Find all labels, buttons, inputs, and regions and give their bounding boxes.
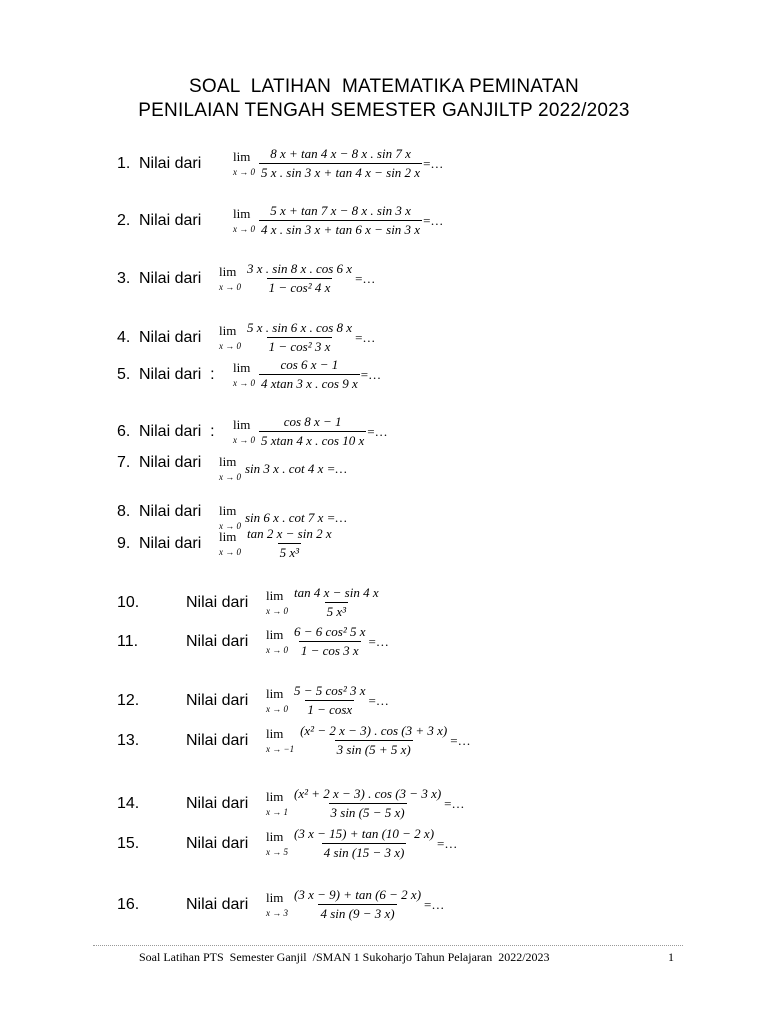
numerator: tan 2 x − sin 2 x: [247, 526, 332, 541]
equals-ellipsis: =…: [368, 692, 389, 708]
equals-ellipsis: =…: [367, 423, 388, 439]
limit-expression: [233, 358, 381, 392]
denominator: 3 sin (5 + 5 x): [336, 742, 411, 758]
limit-expression: [266, 787, 465, 821]
lim-word: lim: [266, 890, 284, 906]
limit-expression: [266, 827, 457, 861]
limit-expression: [233, 204, 443, 238]
lim-word: lim: [233, 206, 251, 222]
equals-ellipsis: =…: [368, 633, 389, 649]
limit-operator: [219, 265, 241, 292]
equals-ellipsis: =…: [423, 155, 444, 171]
lim-subscript: x → 0: [233, 378, 255, 389]
fraction: [292, 827, 436, 861]
lim-subscript: x → 3: [266, 908, 288, 919]
limit-expression: [219, 455, 347, 482]
fraction: [245, 262, 354, 296]
lim-subscript: x → 0: [266, 645, 288, 656]
limit-expression: [266, 586, 382, 620]
fraction: [292, 625, 368, 659]
problem-label: Nilai dari: [186, 633, 249, 650]
lim-word: lim: [266, 627, 284, 643]
numerator: 5 x . sin 6 x . cos 8 x: [247, 320, 353, 335]
problem-number: 11.: [117, 633, 139, 650]
problem-number: 1.: [117, 155, 131, 172]
limit-operator: [233, 361, 255, 388]
limit-operator: [219, 455, 241, 482]
denominator: 1 − cos² 3 x: [268, 339, 331, 355]
denominator: 5 x . sin 3 x + tan 4 x − sin 2 x: [261, 165, 421, 181]
fraction: [259, 204, 422, 238]
lim-subscript: x → 0: [233, 435, 255, 446]
problem-number: 10.: [117, 594, 140, 611]
problem-label: Nilai dari: [186, 896, 249, 913]
lim-subscript: x → 0: [266, 704, 288, 715]
problem-number: 6.: [117, 423, 131, 440]
fraction: [292, 888, 423, 922]
limit-operator: [266, 727, 294, 754]
problem-number: 13.: [117, 732, 140, 749]
limit-expression: [219, 262, 375, 296]
numerator: cos 8 x − 1: [283, 414, 342, 429]
problem-label: Nilai dari :: [139, 366, 215, 383]
limit-operator: [233, 418, 255, 445]
denominator: 3 sin (5 − 5 x): [330, 805, 405, 821]
lim-subscript: x → −1: [266, 744, 295, 755]
limit-operator: [266, 628, 288, 655]
page-title-line-1: SOAL LATIHAN MATEMATIKA PEMINATAN: [189, 76, 579, 97]
inline-expression: sin 6 x . cot 7 x =…: [245, 509, 347, 525]
lim-word: lim: [219, 264, 237, 280]
lim-subscript: x → 0: [266, 606, 288, 617]
fraction: [245, 527, 334, 561]
denominator: 1 − cos 3 x: [300, 643, 359, 659]
limit-operator: [233, 207, 255, 234]
limit-operator: [266, 830, 288, 857]
equals-ellipsis: =…: [355, 270, 376, 286]
problem-label: Nilai dari :: [139, 423, 215, 440]
fraction: [292, 586, 381, 620]
denominator: 4 sin (15 − 3 x): [323, 845, 405, 861]
problem-label: Nilai dari: [139, 503, 202, 520]
limit-expression: [233, 147, 443, 181]
footer-text: Soal Latihan PTS Semester Ganjil /SMAN 1 Sukoharjo Tahun Pelajaran 2022/2023: [139, 950, 550, 964]
problem-label: Nilai dari: [186, 795, 249, 812]
problem-label: Nilai dari: [139, 535, 202, 552]
fraction: [292, 787, 443, 821]
lim-subscript: x → 0: [233, 224, 255, 235]
limit-expression: [219, 321, 375, 355]
problem-label: Nilai dari: [139, 454, 202, 471]
lim-word: lim: [219, 323, 237, 339]
fraction: [259, 358, 360, 392]
numerator: (3 x − 9) + tan (6 − 2 x): [294, 887, 422, 902]
lim-word: lim: [266, 789, 284, 805]
problem-number: 16.: [117, 896, 140, 913]
lim-word: lim: [233, 417, 251, 433]
lim-subscript: x → 5: [266, 847, 288, 858]
limit-expression: [266, 724, 471, 758]
problem-label: Nilai dari: [186, 732, 249, 749]
limit-operator: [266, 687, 288, 714]
limit-operator: [266, 589, 288, 616]
equals-ellipsis: =…: [450, 732, 471, 748]
footer-divider: [93, 945, 683, 946]
lim-subscript: x → 0: [219, 547, 241, 558]
lim-word: lim: [266, 726, 284, 742]
fraction: [245, 321, 354, 355]
limit-expression: [233, 415, 388, 449]
problem-number: 15.: [117, 835, 140, 852]
problem-number: 14.: [117, 795, 140, 812]
equals-ellipsis: =…: [360, 366, 382, 382]
problem-label: Nilai dari: [139, 155, 202, 172]
denominator: 5 x³: [279, 545, 300, 561]
lim-word: lim: [233, 149, 251, 165]
problem-label: Nilai dari: [186, 692, 249, 709]
fraction: [298, 724, 449, 758]
equals-ellipsis: =…: [424, 896, 445, 912]
denominator: 1 − cosx: [307, 702, 353, 718]
equals-ellipsis: =…: [444, 795, 465, 811]
problem-number: 7.: [117, 454, 131, 471]
numerator: 5 x + tan 7 x − 8 x . sin 3 x: [270, 203, 411, 218]
numerator: 3 x . sin 8 x . cos 6 x: [247, 261, 353, 276]
equals-ellipsis: =…: [423, 212, 444, 228]
page-title-line-2: PENILAIAN TENGAH SEMESTER GANJILTP 2022/2023: [138, 100, 630, 121]
denominator: 5 xtan 4 x . cos 10 x: [261, 433, 365, 449]
lim-word: lim: [266, 588, 284, 604]
fraction: [259, 415, 366, 449]
problem-number: 8.: [117, 503, 131, 520]
denominator: 4 x . sin 3 x + tan 6 x − sin 3 x: [261, 222, 421, 238]
lim-word: lim: [219, 454, 237, 469]
problem-number: 2.: [117, 212, 131, 229]
lim-word: lim: [233, 360, 251, 376]
problem-label: Nilai dari: [139, 329, 202, 346]
lim-subscript: x → 0: [233, 167, 255, 178]
lim-subscript: x → 0: [219, 521, 241, 531]
limit-expression: [266, 625, 389, 659]
page-number: 1: [668, 950, 674, 964]
lim-word: lim: [219, 503, 237, 518]
limit-operator: [219, 530, 241, 557]
limit-expression: [219, 527, 335, 561]
limit-expression: [266, 888, 444, 922]
problem-number: 9.: [117, 535, 131, 552]
numerator: cos 6 x − 1: [280, 357, 339, 372]
numerator: (3 x − 15) + tan (10 − 2 x): [294, 826, 435, 841]
lim-word: lim: [266, 686, 284, 702]
numerator: 8 x + tan 4 x − 8 x . sin 7 x: [270, 146, 411, 161]
inline-expression: sin 3 x . cot 4 x =…: [245, 460, 347, 476]
fraction: [292, 684, 368, 718]
denominator: 5 x³: [326, 604, 347, 620]
numerator: 5 − 5 cos² 3 x: [294, 683, 366, 698]
problem-label: Nilai dari: [186, 594, 249, 611]
problem-label: Nilai dari: [186, 835, 249, 852]
numerator: 6 − 6 cos² 5 x: [294, 624, 366, 639]
lim-word: lim: [266, 829, 284, 845]
denominator: 1 − cos² 4 x: [268, 280, 331, 296]
numerator: (x² − 2 x − 3) . cos (3 + 3 x): [300, 723, 448, 738]
fraction: [259, 147, 422, 181]
denominator: 4 xtan 3 x . cos 9 x: [261, 376, 358, 392]
lim-word: lim: [219, 529, 237, 545]
problem-number: 4.: [117, 329, 131, 346]
denominator: 4 sin (9 − 3 x): [320, 906, 395, 922]
problem-number: 12.: [117, 692, 140, 709]
lim-subscript: x → 0: [219, 282, 241, 293]
numerator: tan 4 x − sin 4 x: [294, 585, 379, 600]
equals-ellipsis: =…: [437, 835, 458, 851]
lim-subscript: x → 0: [219, 341, 241, 352]
numerator: (x² + 2 x − 3) . cos (3 − 3 x): [294, 786, 442, 801]
problem-number: 5.: [117, 366, 131, 383]
problem-number: 3.: [117, 270, 131, 287]
equals-ellipsis: =…: [355, 329, 376, 345]
limit-operator: [233, 150, 255, 177]
problem-label: Nilai dari: [139, 270, 202, 287]
lim-subscript: x → 0: [219, 472, 241, 482]
problem-label: Nilai dari: [139, 212, 202, 229]
limit-operator: [219, 324, 241, 351]
limit-expression: [266, 684, 389, 718]
lim-subscript: x → 1: [266, 807, 288, 818]
limit-operator: [266, 891, 288, 918]
limit-operator: [266, 790, 288, 817]
